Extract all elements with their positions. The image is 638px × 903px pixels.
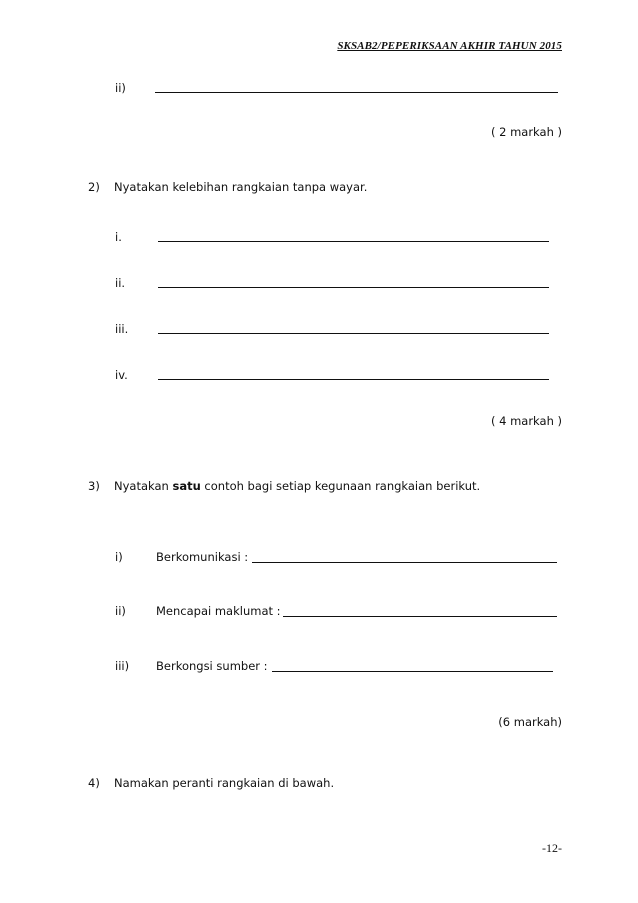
q4-question: Namakan peranti rangkaian di bawah.	[114, 776, 335, 790]
q1-answer-line[interactable]	[155, 92, 558, 93]
q3-item-number: i)	[115, 550, 123, 564]
q3-number: 3)	[88, 479, 100, 493]
q2-answer-line[interactable]	[158, 287, 549, 288]
q2-item-number: ii.	[115, 276, 126, 290]
q3-answer-line[interactable]	[272, 671, 553, 672]
q3-marks: (6 markah)	[498, 715, 562, 729]
q1-item-number: ii)	[115, 81, 126, 95]
q2-item-number: iii.	[115, 322, 129, 336]
q3-question-pre: Nyatakan	[114, 479, 169, 493]
q3-question-bold: satu	[172, 479, 201, 493]
q4-number: 4)	[88, 776, 100, 790]
q3-answer-line[interactable]	[252, 562, 557, 563]
q2-number: 2)	[88, 180, 100, 194]
q2-item-number: iv.	[115, 368, 128, 382]
q3-answer-line[interactable]	[283, 616, 557, 617]
page-number: -12-	[542, 841, 562, 855]
q3-item-label: Mencapai maklumat :	[156, 604, 281, 618]
q3-item-label: Berkomunikasi :	[156, 550, 249, 564]
q3-question	[114, 479, 480, 493]
q3-item-number: ii)	[115, 604, 126, 618]
q3-item-number: iii)	[115, 659, 130, 673]
q2-answer-line[interactable]	[158, 241, 549, 242]
q2-answer-line[interactable]	[158, 379, 549, 380]
q2-marks: ( 4 markah )	[490, 414, 562, 428]
q2-question: Nyatakan kelebihan rangkaian tanpa wayar.	[114, 180, 368, 194]
q3-question-post: contoh bagi setiap kegunaan rangkaian berikut.	[204, 479, 481, 493]
q1-marks: ( 2 markah )	[490, 125, 562, 139]
q2-item-number: i.	[115, 230, 122, 244]
page-header: SKSAB2/PEPERIKSAAN AKHIR TAHUN 2015	[337, 40, 562, 52]
q3-item-label: Berkongsi sumber :	[156, 659, 268, 673]
q2-answer-line[interactable]	[158, 333, 549, 334]
